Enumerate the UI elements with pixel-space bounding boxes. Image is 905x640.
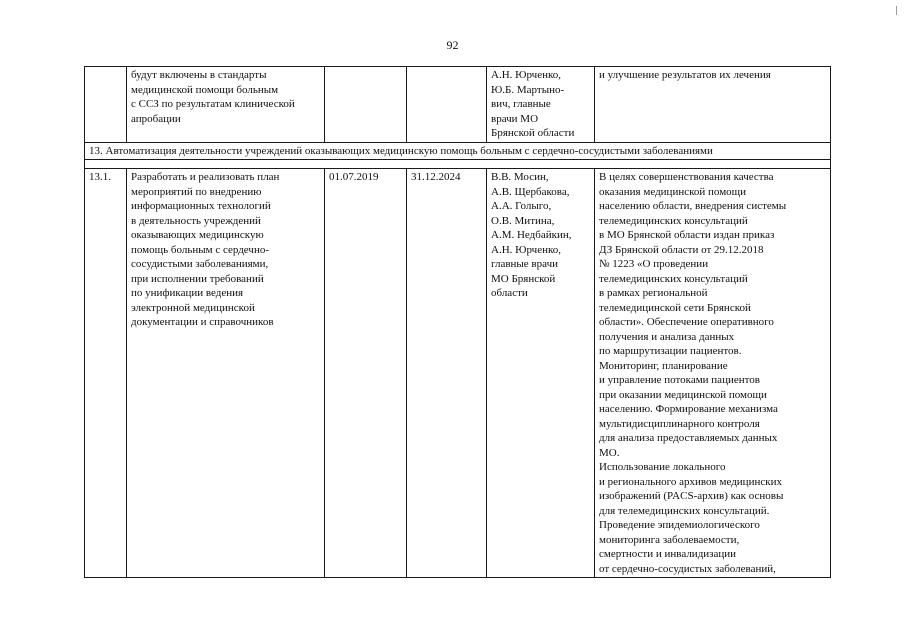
cell-result: и улучшение результатов их лечения bbox=[595, 67, 831, 143]
table-row-continued bbox=[85, 67, 831, 143]
table-row-13-1 bbox=[85, 169, 831, 578]
cell-measure: Разработать и реализовать план мероприятий по внедрению информационных технологий в деятельность учреждений оказывающих медицинскую помощь больным с сердечно- сосудистыми заболеваниями, при исполнении требований по унификации ведения электронной медицинской документации и справочников bbox=[127, 169, 325, 578]
table-spacer-row bbox=[85, 160, 831, 169]
cell-responsible: А.Н. Юрченко, Ю.Б. Мартыно- вич, главные врачи МО Брянской области bbox=[487, 67, 595, 143]
cell-start-date bbox=[325, 67, 407, 143]
cell-end-date: 31.12.2024 bbox=[407, 169, 487, 578]
cell-end-date bbox=[407, 67, 487, 143]
cell-responsible: В.В. Мосин, А.В. Щербакова, А.А. Голыго, О.В. Митина, А.М. Недбайкин, А.Н. Юрченко, главные врачи МО Брянской области bbox=[487, 169, 595, 578]
cell-result: В целях совершенствования качества оказания медицинской помощи населению области, внедрения системы телемедицинских консультаций в МО Брянской области издан приказ ДЗ Брянской области от 29.12.2018 № 1223 «О проведении телемедицинских консультаций в рамках региональной телемедицинской сети Брянской области». Обеспечение оперативного получения и анализа данных по маршрутизации пациентов. Мониторинг, планирование и управление потоками пациентов при оказании медицинской помощи населению. Формирование механизма мультидисциплинарного контроля для анализа предоставляемых данных МО. Использование локального и регионального архивов медицинских изображений (PACS-архив) как основы для телемедицинских консультаций. Проведение эпидемиологического мониторинга заболеваемости, смертности и инвалидизации от сердечно-сосудистых заболеваний, bbox=[595, 169, 831, 578]
cell-start-date: 01.07.2019 bbox=[325, 169, 407, 578]
cell-number bbox=[85, 67, 127, 143]
page-number: 92 bbox=[446, 38, 459, 52]
cell-number: 13.1. bbox=[85, 169, 127, 578]
spacer-cell bbox=[85, 160, 831, 169]
section-row-13 bbox=[85, 142, 831, 160]
section-title: 13. Автоматизация деятельности учреждений оказывающих медицинскую помощь больным с сердечно-сосудистыми заболеваниями bbox=[85, 142, 831, 160]
page-edge-mark bbox=[896, 6, 897, 15]
cell-measure: будут включены в стандарты медицинской помощи больным с ССЗ по результатам клинической апробации bbox=[127, 67, 325, 143]
measures-table bbox=[84, 66, 831, 578]
